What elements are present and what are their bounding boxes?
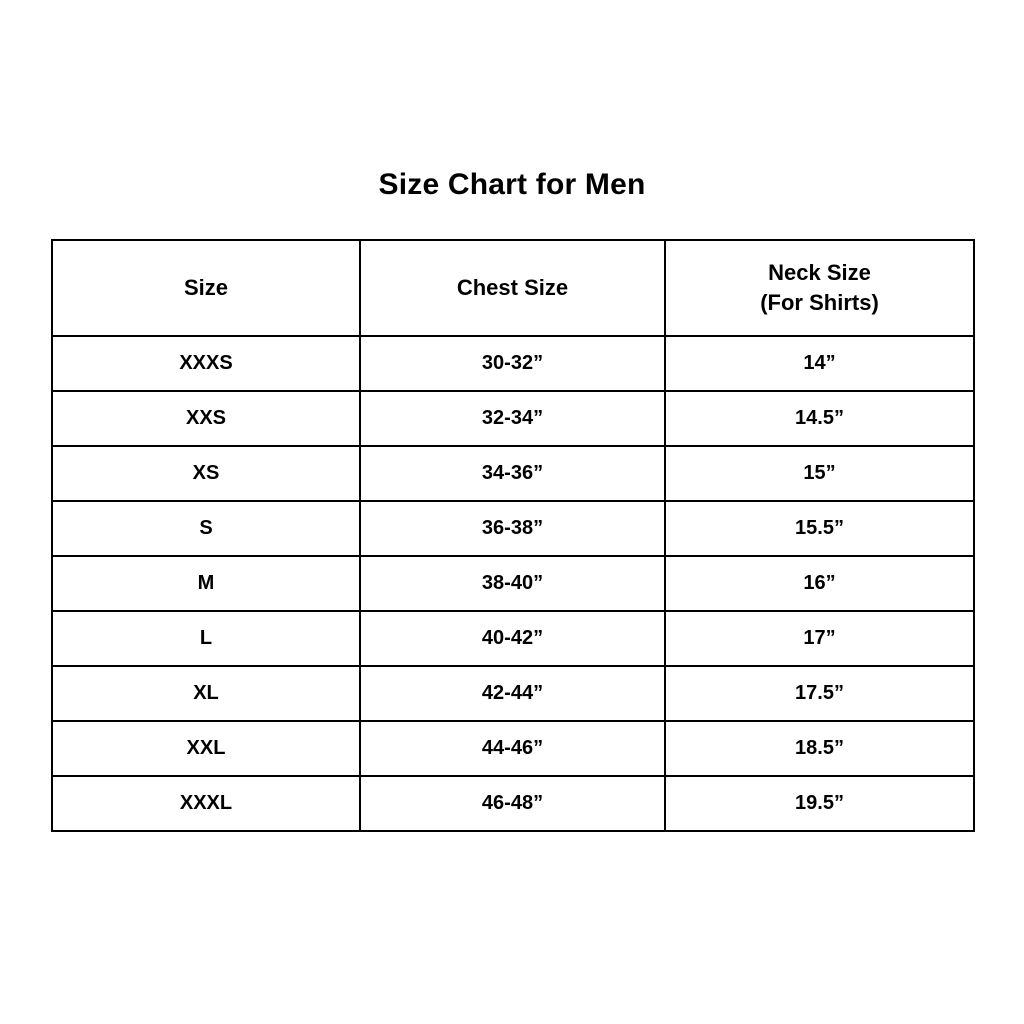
column-header-chest (360, 240, 665, 336)
column-header-neck (665, 240, 974, 336)
table-header (52, 240, 974, 336)
cell-chest: 46-48” (360, 776, 665, 831)
cell-size: M (52, 556, 360, 611)
column-header-chest-label: Chest Size (456, 275, 569, 301)
column-header-neck-label: Neck Size (768, 260, 871, 286)
cell-chest: 32-34” (360, 391, 665, 446)
cell-size: XXL (52, 721, 360, 776)
cell-neck: 14.5” (665, 391, 974, 446)
cell-neck: 16” (665, 556, 974, 611)
table-row (52, 611, 974, 666)
cell-chest: 36-38” (360, 501, 665, 556)
cell-neck: 18.5” (665, 721, 974, 776)
cell-size: XXXS (52, 336, 360, 391)
table-row (52, 666, 974, 721)
cell-chest: 42-44” (360, 666, 665, 721)
cell-neck: 17” (665, 611, 974, 666)
table-row (52, 446, 974, 501)
table-row (52, 501, 974, 556)
table-body (52, 336, 974, 831)
cell-neck: 17.5” (665, 666, 974, 721)
table-row (52, 336, 974, 391)
page-title: Size Chart for Men (378, 168, 646, 201)
cell-neck: 19.5” (665, 776, 974, 831)
table-row (52, 721, 974, 776)
table-row (52, 556, 974, 611)
cell-neck: 14” (665, 336, 974, 391)
cell-size: XXXL (52, 776, 360, 831)
cell-size: XL (52, 666, 360, 721)
column-header-neck-sublabel: (For Shirts) (760, 290, 879, 315)
cell-chest: 30-32” (360, 336, 665, 391)
table-header-row (52, 240, 974, 336)
size-chart-table (51, 239, 975, 832)
column-header-size-label: Size (183, 275, 229, 301)
column-header-size (52, 240, 360, 336)
cell-neck: 15.5” (665, 501, 974, 556)
cell-size: S (52, 501, 360, 556)
table-row (52, 391, 974, 446)
cell-chest: 40-42” (360, 611, 665, 666)
cell-chest: 34-36” (360, 446, 665, 501)
cell-chest: 44-46” (360, 721, 665, 776)
cell-size: L (52, 611, 360, 666)
cell-size: XXS (52, 391, 360, 446)
cell-chest: 38-40” (360, 556, 665, 611)
cell-neck: 15” (665, 446, 974, 501)
table-row (52, 776, 974, 831)
cell-size: XS (52, 446, 360, 501)
